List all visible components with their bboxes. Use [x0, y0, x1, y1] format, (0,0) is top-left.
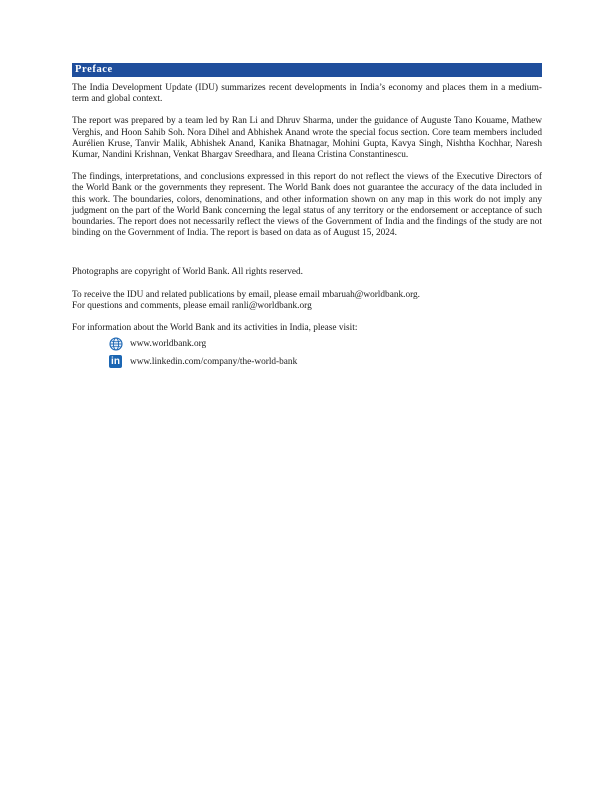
linkedin-icon: in [109, 355, 123, 369]
subscribe-line: To receive the IDU and related publications by email, please email mbaruah@worldbank.org. [72, 289, 420, 300]
questions-line: For questions and comments, please email ranli@worldbank.org [72, 300, 312, 311]
disclaimer-paragraph: The findings, interpretations, and conclusions expressed in this report do not reflect the views of the Executive Directors of the World Bank or the governments they represent. The World Bank does not guarantee the accuracy of the data included in this work. The boundaries, colors, denominations, and other information shown on any map in this work do not imply any judgment on the part of the World Bank concerning the legal status of any territory or the endorsement or acceptance of such boundaries. The report does not necessarily reflect the views of the Government of India and the findings of the study are not binding on the Government of India. The report is based on data as of August 15, 2024. [72, 172, 542, 239]
website-link-row[interactable] [109, 336, 542, 352]
intro-paragraph: The India Development Update (IDU) summarizes recent developments in India’s economy and places them in a medium-term and global context. [72, 83, 542, 105]
linkedin-link[interactable]: www.linkedin.com/company/the-world-bank [130, 357, 298, 368]
linkedin-link-row[interactable] [109, 354, 542, 370]
photos-paragraph: Photographs are copyright of World Bank. All rights reserved. [72, 267, 303, 278]
section-header: Preface [72, 63, 542, 77]
preface-page [72, 63, 542, 370]
globe-icon [109, 337, 123, 351]
info-line: For information about the World Bank and its activities in India, please visit: [72, 323, 358, 334]
team-paragraph: The report was prepared by a team led by Ran Li and Dhruv Sharma, under the guidance of Auguste Tano Kouame, Mathew Verghis, and Hoon Sahib Soh. Nora Dihel and Abhishek Anand wrote the special focus section. Core team members included Aurélien Kruse, Tanvir Malik, Abhishek Anand, Kanika Bhatnagar, Mohini Gupta, Kavya Singh, Nishtha Kochhar, Naresh Kumar, Nandini Krishnan, Venkat Bhargav Sreedhara, and Ileana Cristina Constantinescu. [72, 116, 542, 161]
website-link[interactable]: www.worldbank.org [130, 339, 207, 350]
